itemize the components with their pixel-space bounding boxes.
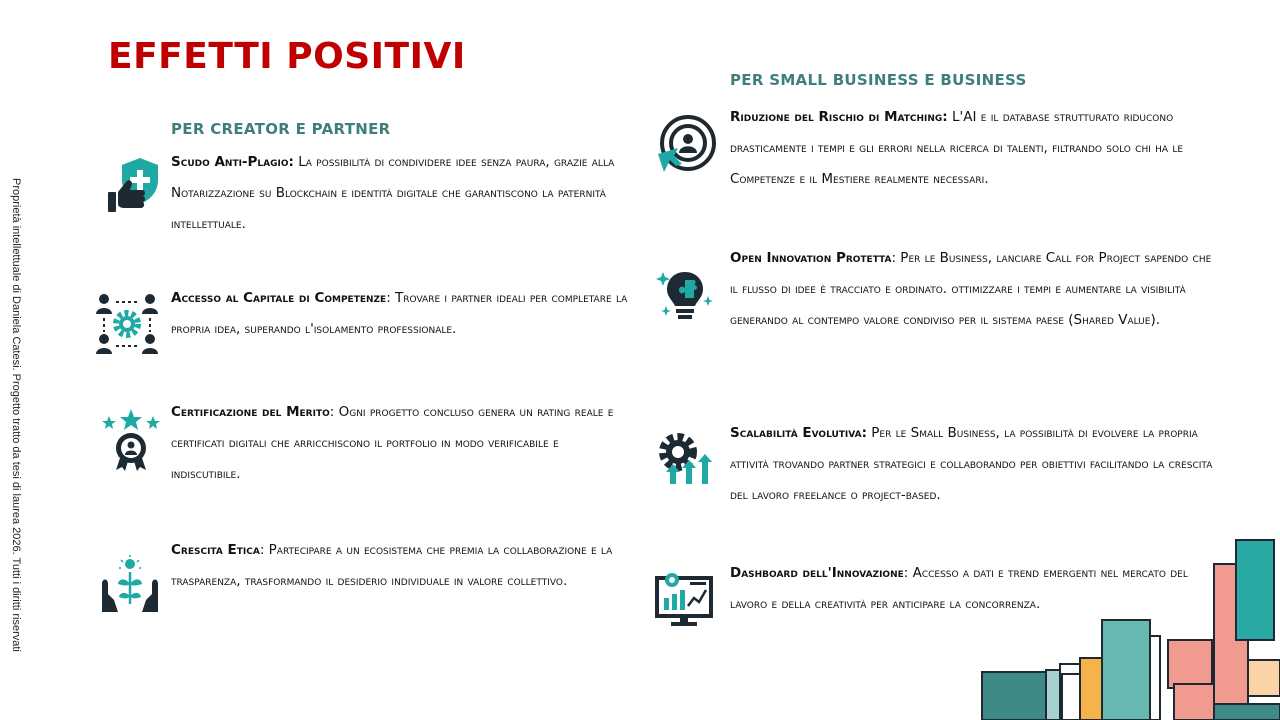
city-buildings-illustration xyxy=(976,536,1280,720)
item-body: : Per le Business, lanciare Call for Project sapendo che il flusso di idee è tracciato e ordinato. ottimizzare i tempi e aumentare la visibilità generando al contempo valore condiviso per il sistema paese (Shared Value). xyxy=(730,250,1212,328)
item-body: : Accesso a dati e trend emergenti nel mercato del lavoro e della creatività per anticipare la concorrenza. xyxy=(730,565,1188,612)
shield-thumbs-up-icon xyxy=(104,156,164,216)
item-title: Crescita Etica xyxy=(171,542,260,558)
business-item-open-innovation xyxy=(730,243,1220,336)
item-body: L'AI e il database strutturato riducono drasticamente i tempi e gli errori nella ricerca di talenti, filtrando solo chi ha le Competenze e il Mestiere realmente necessari. xyxy=(730,109,1184,187)
business-section-heading: PER SMALL BUSINESS E BUSINESS xyxy=(730,71,1027,89)
award-stars-icon xyxy=(100,408,162,472)
creator-item-capitale-competenze xyxy=(171,283,631,345)
item-title: Riduzione del Rischio di Matching: xyxy=(730,109,948,125)
item-body: : Ogni progetto concluso genera un rating reale e certificati digitali che arricchiscono il portfolio in modo verificabile e indiscutibile. xyxy=(171,404,614,482)
page-title: EFFETTI POSITIVI xyxy=(108,36,466,77)
item-body: : Partecipare a un ecosistema che premia la collaborazione e la trasparenza, trasformando il desiderio individuale in valore collettivo. xyxy=(171,542,613,589)
dashboard-monitor-icon xyxy=(654,570,714,628)
creator-item-crescita-etica xyxy=(171,535,631,597)
item-title: Scudo Anti-Plagio: xyxy=(171,154,294,170)
lightbulb-puzzle-icon xyxy=(656,266,714,324)
item-body: Per le Small Business, la possibilità di evolvere la propria attività trovando partner strategici e collaborando per obiettivi facilitando la crescita del lavoro freelance o project-based. xyxy=(730,425,1213,503)
business-item-scalabilita xyxy=(730,418,1220,511)
item-title: Dashboard dell'Innovazione xyxy=(730,565,904,581)
gear-growth-arrows-icon xyxy=(656,430,714,486)
copyright-note: Proprietà intellettuale di Daniela Catesi. Progetto tratto da tesi di laurea 2026. Tutti i diritti riservati xyxy=(10,178,22,652)
creator-item-certificazione xyxy=(171,397,631,490)
item-title: Open Innovation Protetta xyxy=(730,250,892,266)
creator-item-anti-plagio xyxy=(171,147,631,240)
business-item-rischio-matching xyxy=(730,102,1220,195)
item-title: Accesso al Capitale di Competenze xyxy=(171,290,387,306)
target-person-icon xyxy=(656,114,718,176)
item-body: : Trovare i partner ideali per completare la propria idea, superando l'isolamento professionale. xyxy=(171,290,628,337)
item-title: Certificazione del Merito xyxy=(171,404,330,420)
item-title: Scalabilità Evolutiva: xyxy=(730,425,867,441)
creator-section-heading: PER CREATOR E PARTNER xyxy=(171,120,391,138)
hands-plant-icon xyxy=(100,554,160,614)
item-body: La possibilità di condividere idee senza paura, grazie alla Notarizzazione su Blockchain e identità digitale che garantiscono la paternità intellettuale. xyxy=(171,154,615,232)
people-network-gear-icon xyxy=(96,292,158,356)
